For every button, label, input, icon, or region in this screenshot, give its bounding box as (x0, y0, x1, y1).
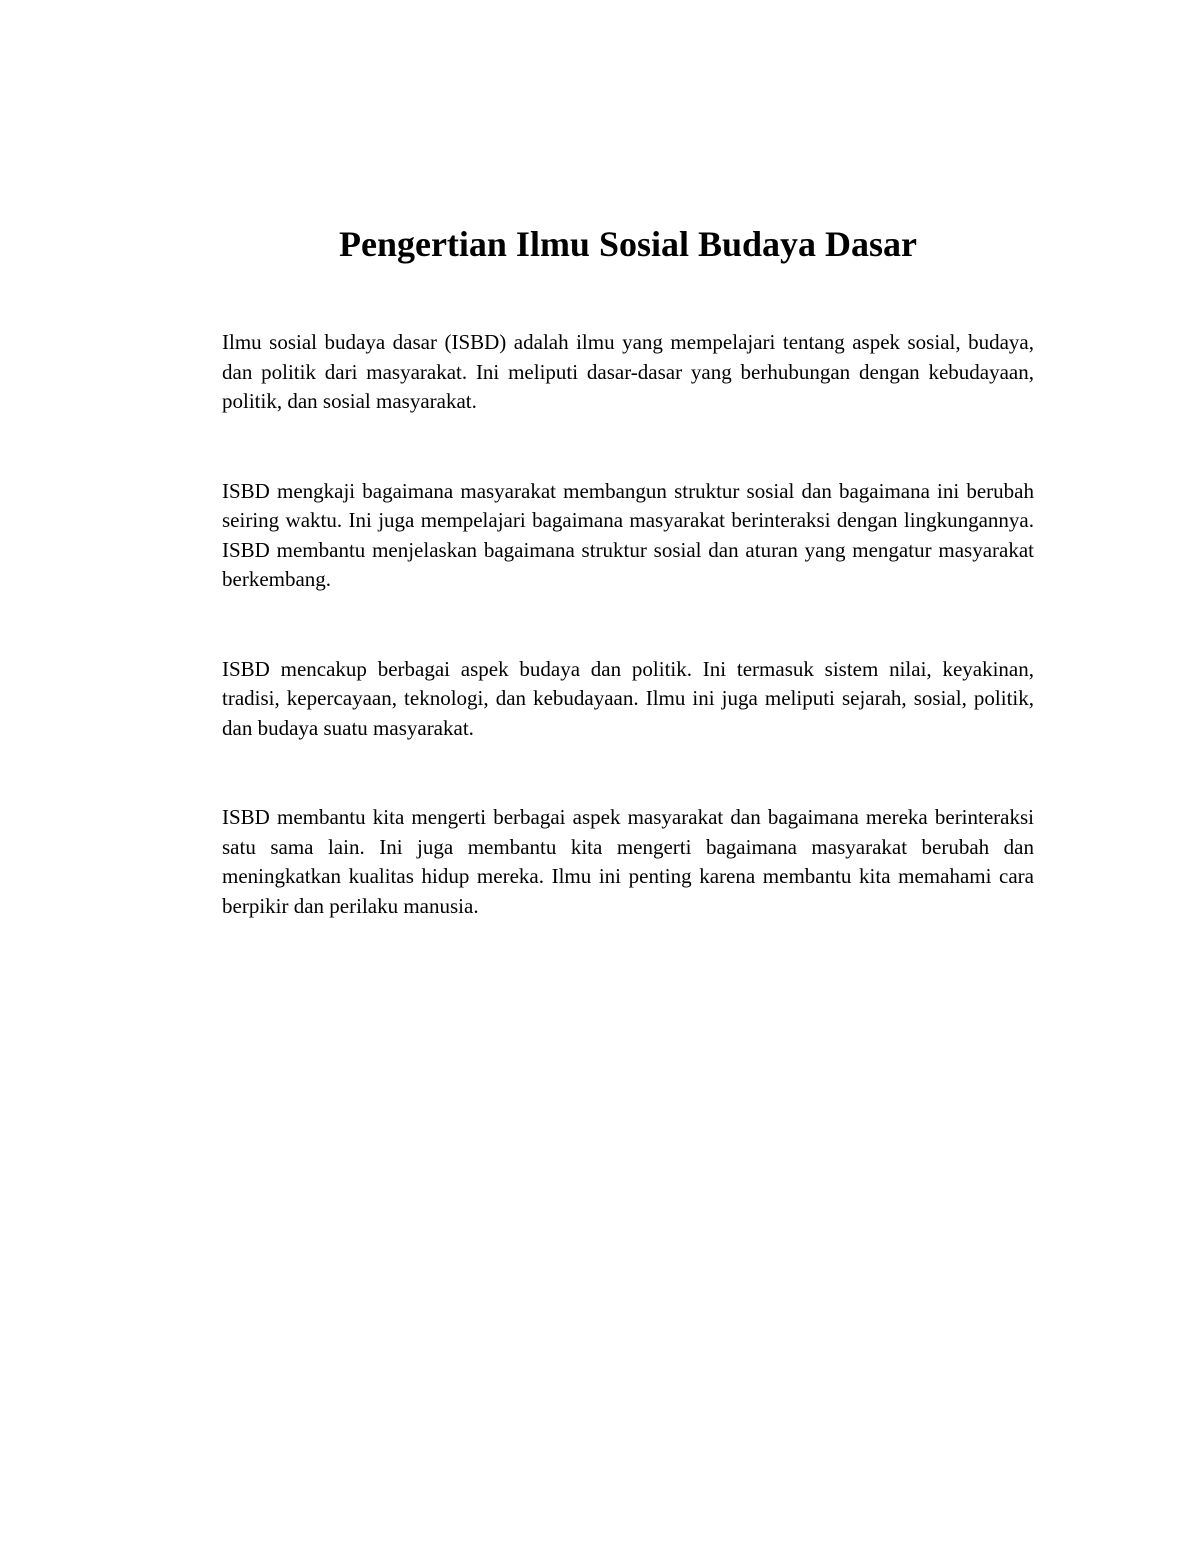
document-body (222, 328, 1034, 981)
paragraph-1: Ilmu sosial budaya dasar (ISBD) adalah ilmu yang mempelajari tentang aspek sosial, budaya, dan politik dari masyarakat. Ini meliputi dasar-dasar yang berhubungan dengan kebudayaan, politik, dan sosial masyarakat. (222, 330, 1034, 413)
paragraph-4: ISBD membantu kita mengerti berbagai aspek masyarakat dan bagaimana mereka berinteraksi satu sama lain. Ini juga membantu kita mengerti bagaimana masyarakat berubah dan meningkatkan kualitas hidup mereka. Ilmu ini penting karena membantu kita memahami cara berpikir dan perilaku manusia. (222, 805, 1034, 918)
paragraph-2: ISBD mengkaji bagaimana masyarakat membangun struktur sosial dan bagaimana ini berubah seiring waktu. Ini juga mempelajari bagaimana masyarakat berinteraksi dengan lingkungannya. ISBD membantu menjelaskan bagaimana struktur sosial dan aturan yang mengatur masyarakat berkembang. (222, 478, 1034, 591)
paragraph-3: ISBD mencakup berbagai aspek budaya dan politik. Ini termasuk sistem nilai, keyakinan, tradisi, kepercayaan, teknologi, dan kebudayaan. Ilmu ini juga meliputi sejarah, sosial, politik, dan budaya suatu masyarakat. (222, 656, 1034, 740)
document-title: Pengertian Ilmu Sosial Budaya Dasar (338, 224, 918, 264)
